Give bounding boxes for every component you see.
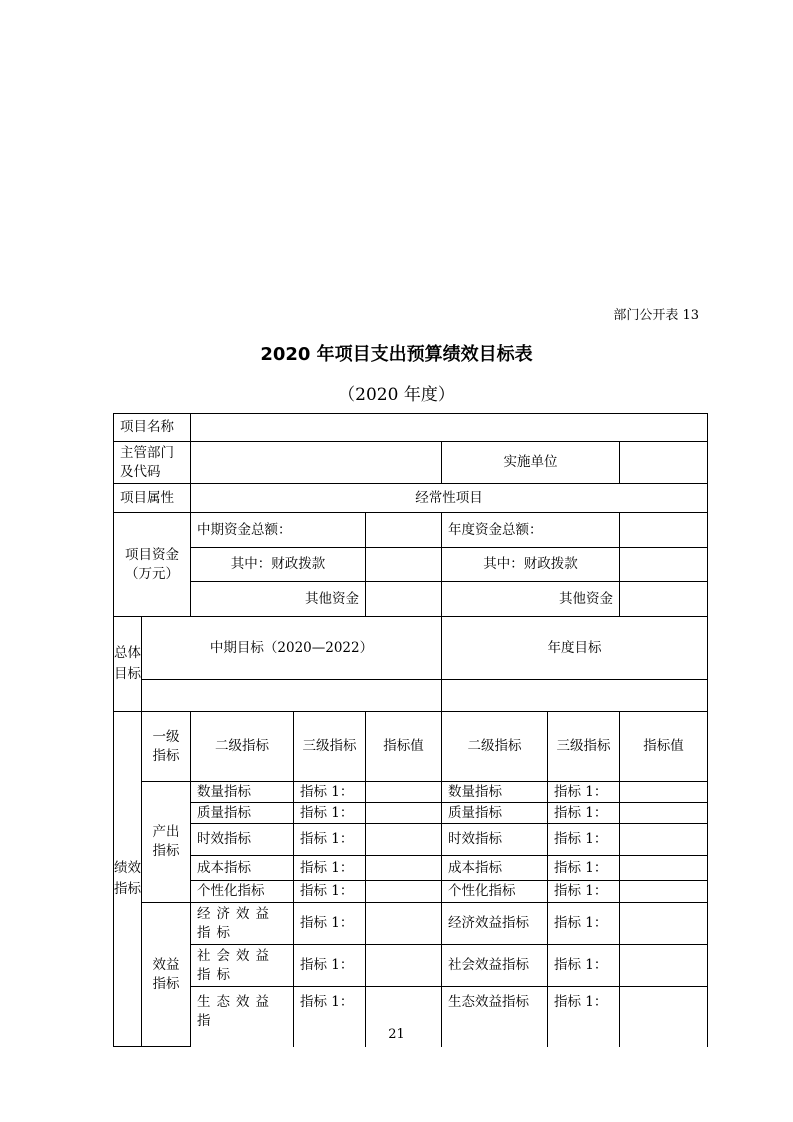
funds-label: 项目资金（万元） [114,513,191,617]
other-label: 其他资金 [442,582,620,617]
level2-cell: 经济效益指标 [191,903,294,945]
value-field[interactable] [620,782,708,803]
level3-cell: 指标 1： [294,945,366,987]
table-row [114,414,708,442]
level3-cell: 指标 1： [294,824,366,856]
level2-cell: 社会效益指标 [442,945,548,987]
value-field[interactable] [620,903,708,945]
level2-cell: 质量指标 [191,803,294,824]
level2-cell: 生态效益指 [191,987,294,1047]
project-name-label: 项目名称 [114,414,191,442]
performance-goal-table [113,413,708,1047]
level3-cell: 指标 1： [548,903,620,945]
level3-cell: 指标 1： [548,782,620,803]
annual-goal-field[interactable] [442,680,708,712]
value-field[interactable] [620,803,708,824]
value-field[interactable] [366,824,442,856]
table-row [114,484,708,513]
project-name-field[interactable] [191,414,708,442]
overall-goal-label: 总体目标 [114,617,142,712]
level2-cell: 生态效益指标 [442,987,548,1047]
page-number: 21 [388,1027,405,1042]
level2-cell: 成本指标 [191,856,294,881]
level3-cell: 指标 1： [548,881,620,903]
level2-cell: 时效指标 [191,824,294,856]
level2-cell: 个性化指标 [442,881,548,903]
midterm-total-field[interactable] [366,513,442,548]
table-row [114,945,708,987]
value-field[interactable] [620,945,708,987]
output-label: 产出指标 [142,782,191,903]
level2-cell: 经济效益指标 [442,903,548,945]
midterm-goal-field[interactable] [142,680,442,712]
level3-header: 三级指标 [548,712,620,782]
level2-header: 二级指标 [442,712,548,782]
dept-field[interactable] [191,442,442,484]
level2-cell: 数量指标 [442,782,548,803]
table-row [114,903,708,945]
other-label: 其他资金 [191,582,366,617]
midterm-total-label: 中期资金总额： [191,513,366,548]
fiscal-label: 其中：财政拨款 [191,548,366,582]
level3-cell: 指标 1： [548,803,620,824]
dept-label: 主管部门及代码 [114,442,191,484]
annual-total-label: 年度资金总额： [442,513,620,548]
value-header: 指标值 [620,712,708,782]
other-annual-field[interactable] [620,582,708,617]
level3-cell: 指标 1： [548,824,620,856]
level2-cell: 社会效益指标 [191,945,294,987]
level3-cell: 指标 1： [294,782,366,803]
level1-header: 一级指标 [142,712,191,782]
level3-cell: 指标 1： [294,903,366,945]
level3-cell: 指标 1： [294,856,366,881]
table-row [114,782,708,803]
level2-cell: 个性化指标 [191,881,294,903]
level3-cell: 指标 1： [548,945,620,987]
perf-label: 绩效指标 [114,712,142,1047]
level2-cell: 数量指标 [191,782,294,803]
level2-cell: 成本指标 [442,856,548,881]
benefit-label: 效益指标 [142,903,191,1047]
table-row [114,680,708,712]
value-field[interactable] [366,945,442,987]
table-row [114,856,708,881]
annual-goal-label: 年度目标 [442,617,708,680]
annual-total-field[interactable] [620,513,708,548]
fiscal-label: 其中：财政拨款 [442,548,620,582]
level2-cell: 时效指标 [442,824,548,856]
table-row [114,712,708,782]
other-midterm-field[interactable] [366,582,442,617]
level3-cell: 指标 1： [548,856,620,881]
document-label: 部门公开表 13 [613,308,699,323]
value-field[interactable] [366,881,442,903]
value-field[interactable] [366,803,442,824]
level3-cell: 指标 1： [294,987,366,1047]
table-row [114,881,708,903]
midterm-goal-label: 中期目标（2020—2022） [142,617,442,680]
fiscal-midterm-field[interactable] [366,548,442,582]
value-header: 指标值 [366,712,442,782]
impl-unit-label: 实施单位 [442,442,620,484]
value-field[interactable] [620,856,708,881]
value-field[interactable] [366,903,442,945]
value-field[interactable] [620,824,708,856]
table-row [114,617,708,680]
level2-cell: 质量指标 [442,803,548,824]
table-row [114,582,708,617]
value-field[interactable] [620,881,708,903]
level3-header: 三级指标 [294,712,366,782]
level2-header: 二级指标 [191,712,294,782]
level3-cell: 指标 1： [548,987,620,1047]
table-row [114,442,708,484]
attr-label: 项目属性 [114,484,191,513]
level3-cell: 指标 1： [294,803,366,824]
fiscal-annual-field[interactable] [620,548,708,582]
page-subtitle: （2020 年度） [338,385,455,405]
value-field[interactable] [366,856,442,881]
value-field[interactable] [366,782,442,803]
table-row [114,803,708,824]
table-row [114,548,708,582]
table-row [114,824,708,856]
level3-cell: 指标 1： [294,881,366,903]
impl-unit-field[interactable] [620,442,708,484]
attr-value: 经常性项目 [191,484,708,513]
table-row [114,513,708,548]
form-table-container [113,413,707,1029]
page-title: 2020 年项目支出预算绩效目标表 [260,344,533,365]
